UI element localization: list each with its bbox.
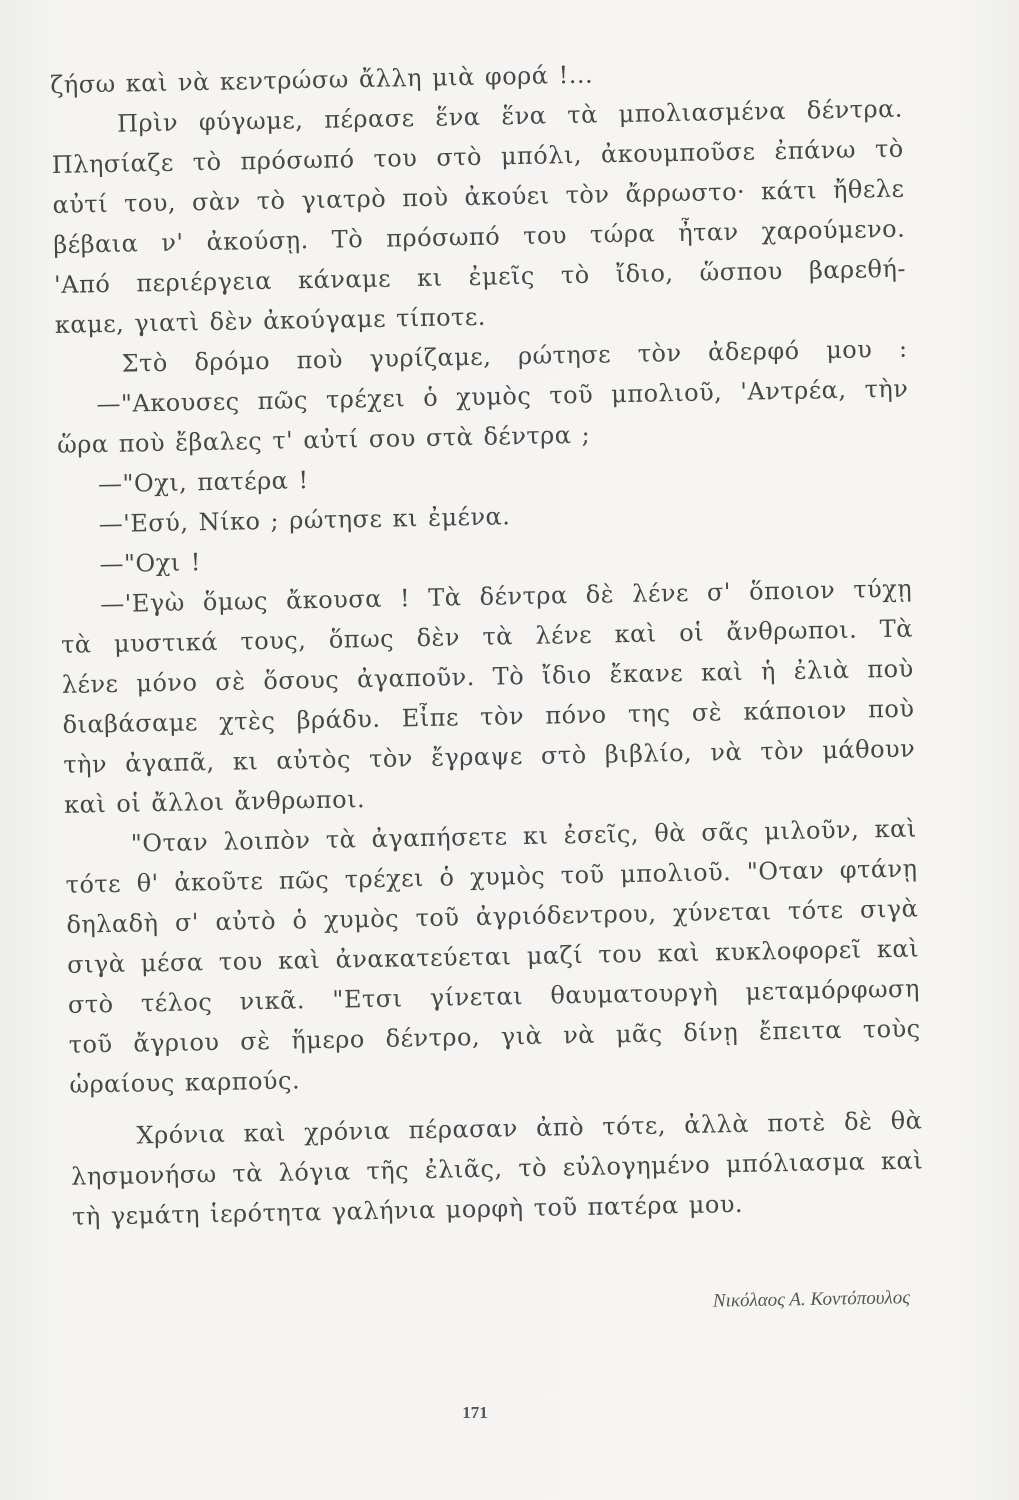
author-signature: Νικόλαος Α. Κοντόπουλος bbox=[712, 1287, 911, 1312]
text-line-21: τότε θ' ἀκοῦτε πῶς τρέχει ὁ χυμὸς τοῦ μπολιοῦ. "Οταν φτάνῃ bbox=[65, 854, 918, 899]
text-line-27: Χρόνια καὶ χρόνια πέρασαν ἀπὸ τότε, ἀλλὰ ποτὲ δὲ θὰ bbox=[136, 1106, 923, 1150]
text-line-7: καμε, γιατὶ δὲν ἀκούγαμε τίποτε. bbox=[54, 302, 487, 339]
text-line-19: καὶ οἱ ἄλλοι ἄνθρωποι. bbox=[63, 785, 366, 819]
page-number: 171 bbox=[462, 1403, 488, 1422]
text-line-24: στὸ τέλος νικᾶ. "Ετσι γίνεται θαυματουργὴ μεταμόρφωση bbox=[67, 974, 921, 1019]
text-line-2: Πρὶν φύγωμε, πέρασε ἕνα ἕνα τὰ μπολιασμένα δέντρα. bbox=[116, 94, 904, 138]
text-line-11: —"Οχι, πατέρα ! bbox=[97, 466, 309, 499]
text-line-28: λησμονήσω τὰ λόγια τῆς ἐλιᾶς, τὸ εὐλογημένο μπόλιασμα καὶ bbox=[70, 1146, 924, 1191]
text-line-18: τὴν ἀγαπᾶ, κι αὐτὸς τὸν ἔγραψε στὸ βιβλίο, νὰ τὸν μάθουν bbox=[63, 734, 916, 779]
text-line-25: τοῦ ἄγριου σὲ ἥμερο δέντρο, γιὰ νὰ μᾶς δίνῃ ἔπειτα τοὺς bbox=[68, 1014, 921, 1059]
text-line-23: σιγὰ μέσα του καὶ ἀνακατεύεται μαζί του καὶ κυκλοφορεῖ καὶ bbox=[66, 934, 920, 979]
text-line-5: βέβαια ν' ἀκούσῃ. Τὸ πρόσωπό του τώρα ἦταν χαρούμενο. bbox=[53, 214, 906, 259]
text-line-20: "Οταν λοιπὸν τὰ ἀγαπήσετε κι ἐσεῖς, θὰ σᾶς μιλοῦν, καὶ bbox=[130, 814, 917, 858]
text-line-3: Πλησίαζε τὸ πρόσωπό του στὸ μπόλι, ἀκουμποῦσε ἐπάνω τὸ bbox=[51, 134, 904, 179]
text-line-1: ζήσω καὶ νὰ κεντρώσω ἄλλη μιὰ φορά !... bbox=[50, 60, 594, 99]
text-line-9: —"Ακουσες πῶς τρέχει ὁ χυμὸς τοῦ μπολιοῦ, 'Αντρέα, τὴν bbox=[96, 374, 909, 419]
text-line-14: —'Εγὼ ὅμως ἄκουσα ! Τὰ δέντρα δὲ λένε σ' ὅποιον τύχῃ bbox=[99, 574, 913, 619]
text-line-17: διαβάσαμε χτὲς βράδυ. Εἶπε τὸν πόνο της σὲ κάποιον ποὺ bbox=[62, 694, 915, 739]
text-line-12: —'Εσύ, Νίκο ; ρώτησε κι ἐμένα. bbox=[98, 502, 511, 539]
text-line-8: Στὸ δρόμο ποὺ γυρίζαμε, ρώτησε τὸν ἀδερφό μου : bbox=[121, 334, 908, 378]
text-line-22: δηλαδὴ σ' αὐτὸ ὁ χυμὸς τοῦ ἀγριόδεντρου, χύνεται τότε σιγὰ bbox=[66, 894, 919, 939]
text-line-10: ὥρα ποὺ ἔβαλες τ' αὐτί σου στὰ δέντρα ; bbox=[56, 420, 591, 459]
text-line-26: ὡραίους καρπούς. bbox=[69, 1066, 301, 1099]
text-line-6: 'Από περιέργεια κάναμε κι ἐμεῖς τὸ ἴδιο, ὥσπου βαρεθή- bbox=[53, 254, 907, 299]
text-line-4: αὐτί του, σὰν τὸ γιατρὸ ποὺ ἀκούει τὸν ἄρρωστο· κάτι ἤθελε bbox=[52, 174, 905, 219]
body-text bbox=[50, 54, 924, 1231]
text-line-16: λένε μόνο σὲ ὅσους ἀγαποῦν. Τὸ ἴδιο ἔκανε καὶ ἡ ἐλιὰ ποὺ bbox=[61, 654, 914, 699]
text-line-29: τὴ γεμάτη ἱερότητα γαλήνια μορφὴ τοῦ πατέρα μου. bbox=[71, 1189, 744, 1231]
text-line-15: τὰ μυστικά τους, ὅπως δὲν τὰ λένε καὶ οἱ ἄνθρωποι. Τὰ bbox=[60, 614, 914, 659]
text-line-13: —"Οχι ! bbox=[99, 548, 202, 579]
